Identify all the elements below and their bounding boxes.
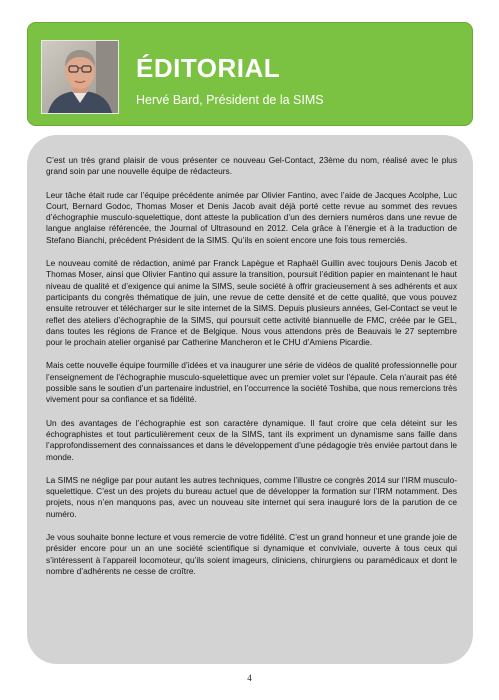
paragraph: Mais cette nouvelle équipe fourmille d’idées et va inaugurer une série de vidéos de qualité professionnelle pour l’enseignement de l’échographie musculo-squelettique avec un premier volet sur l’épaule. Cela n’aurait pas été possible sans le soutien d’un partenaire industriel, en l’occurrence la société Toshiba, que nous remercions très vivement pour sa confiance et sa fidélité. [46,360,457,405]
paragraph: La SIMS ne néglige par pour autant les autres techniques, comme l’illustre ce congrès 2014 sur l’IRM musculo-squelettique. C’est un des projets du bureau actuel que de développer la formation sur l’IRM notamment. Des projets, nous n’en manquons pas, avec un nouveau site internet qui sera inauguré lors de la parution de ce numéro. [46,474,457,519]
paragraph: Je vous souhaite bonne lecture et vous remercie de votre fidélité. C’est un grand honneur et une grande joie de présider encore pour un an une société scientifique si dynamique et conviviale, ouverte à tous ceux qui s’intéressent à l’appareil locomoteur, qu’ils soient imageurs, cliniciens, chirurgiens ou paramédicaux et dont le nombre d’adhérents ne cesse de croître. [46,532,457,576]
paragraph: C’est un très grand plaisir de vous présenter ce nouveau Gel-Contact, 23ème du nom, réalisé avec le plus grand soin par une nouvelle équipe de rédacteurs. [46,155,457,177]
author-byline: Hervé Bard, Président de la SIMS [136,93,324,107]
paragraph: Leur tâche était rude car l’équipe précédente animée par Olivier Fantino, avec l’aide de Jacques Acolphe, Luc Court, Bernard Godoc, Thomas Moser et Denis Jacob avait déjà porté cette revue au sommet des revues d’échographie musculo-squelettique, dont atteste la publication d’un des derniers numéros dans une revue de langue anglaise référencée, the Journal of Ultrasound en 2012. Cela grâce à l’énergie et à la traduction de Stefano Bianchi, précédent Président de la SIMS. Qu’ils en soient encore une fois tous remerciés. [46,189,457,245]
paragraph: Le nouveau comité de rédaction, animé par Franck Lapègue et Raphaël Guillin avec toujours Denis Jacob et Thomas Moser, ainsi que Olivier Fantino qui assure la transition, poursuit l’édition papier en maintenant le haut niveau de qualité et d’exigence qui anime la SIMS, seule société à offrir gracieusement à ses adhérents et aux participants du congrès thématique de juin, une revue de cette densité et de cette qualité, que vous pouvez ensuite retrouver et télécharger sur le site internet de la SIMS. Depuis plusieurs années, Gel-Contact se veut le reflet des ateliers d’échographie de la SIMS, qui poursuit cette activité biannuelle de FMC, créée par le GEL, dans toutes les régions de France et de Belgique. Nous vous attendons près de Beauvais le 27 septembre pour le prochain atelier organisé par Catherine Mancheron et le CHU d’Amiens Picardie. [46,258,457,348]
editorial-text [46,155,457,589]
page-title: ÉDITORIAL [136,53,281,83]
author-photo [41,40,119,114]
portrait-image [42,41,118,113]
paragraph: Un des avantages de l’échographie est son caractère dynamique. Il faut croire que cela déteint sur les échographistes et tout particulièrement ceux de la SIMS, tant ils expriment un dynamisme sans faille dans l’approfondissement des connaissances et dans le développement d’une pédagogie très enviée partout dans le monde. [46,417,457,462]
page-number: 4 [247,673,252,683]
editorial-body-panel [27,135,473,664]
editorial-header [27,22,473,126]
